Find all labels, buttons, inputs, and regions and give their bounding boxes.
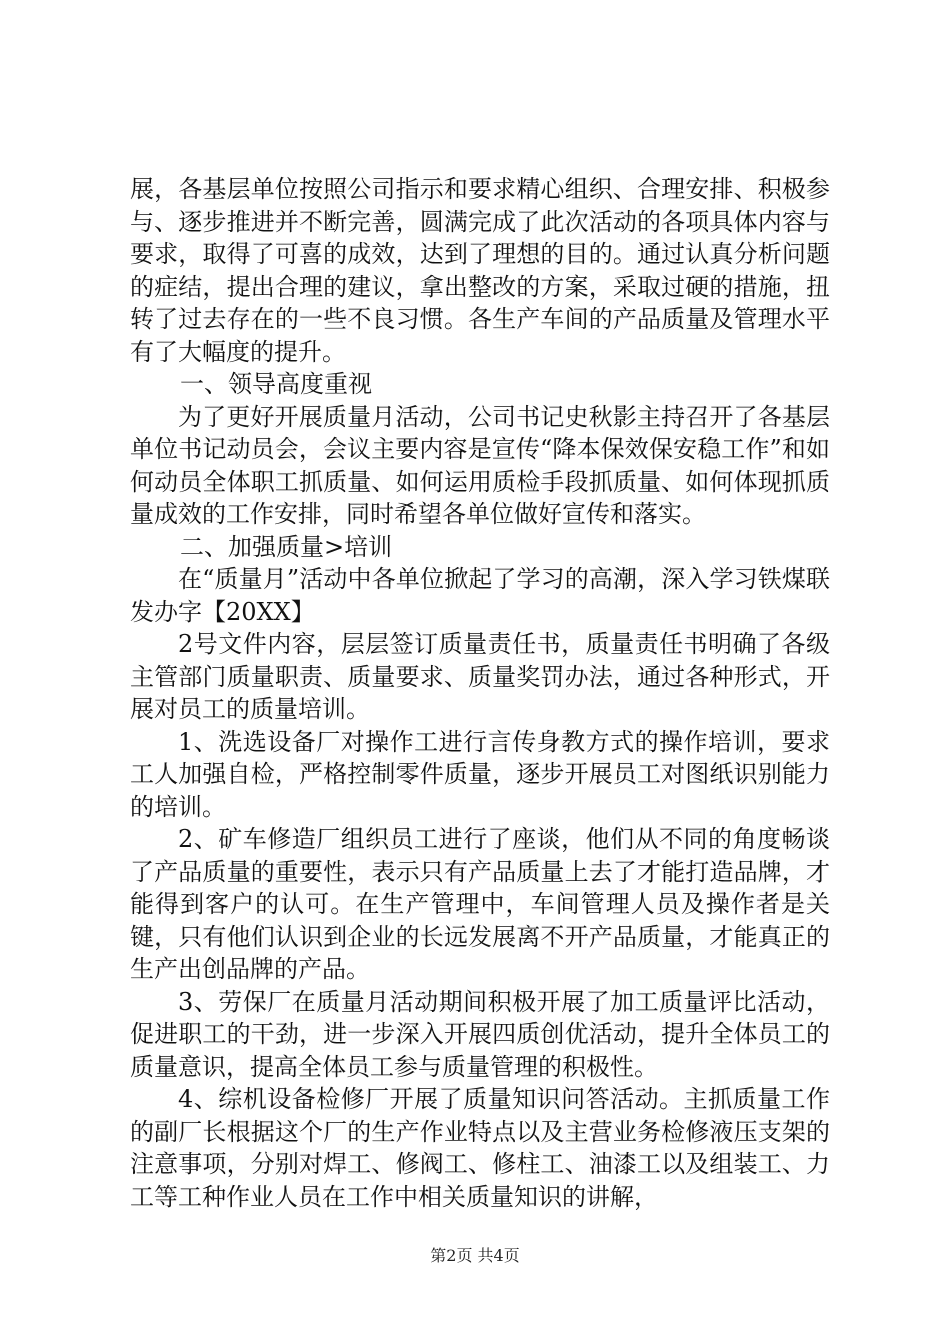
section-heading-leadership: 一、领导高度重视	[180, 370, 372, 398]
section-heading-training: 二、加强质量>培训	[180, 532, 393, 561]
paragraph-intro: 展，各基层单位按照公司指示和要求精心组织、合理安排、积极参与、逐步推进并不断完善，圆满完成了此次活动的各项具体内容与要求，取得了可喜的成效，达到了理想的目的。通过认真分析问题的症结，提出合理的建议，拿出整改的方案，采取过硬的措施，扭转了过去存在的一些不良习惯。各生产车间的产品质量及管理水平有了大幅度的提升。	[130, 175, 830, 366]
list-item-1: 1、洗选设备厂对操作工进行言传身教方式的操作培训，要求工人加强自检，严格控制零件质量，逐步开展员工对图纸识别能力的培训。	[130, 727, 830, 821]
paragraph-leadership: 为了更好开展质量月活动，公司书记史秋影主持召开了各基层单位书记动员会，会议主要内容是宣传“降本保效保安稳工作”和如何动员全体职工抓质量、如何运用质检手段抓质量、如何体现抓质量成效的工作安排，同时希望各单位做好宣传和落实。	[130, 402, 830, 528]
list-item-2: 2、矿车修造厂组织员工进行了座谈，他们从不同的角度畅谈了产品质量的重要性，表示只有产品质量上去了才能打造品牌，才能得到客户的认可。在生产管理中，车间管理人员及操作者是关键，只有他们认识到企业的长远发展离不开产品质量，才能真正的生产出创品牌的产品。	[130, 825, 830, 983]
page-number-label: 第2页 共4页	[430, 1246, 520, 1265]
document-body	[130, 173, 830, 1213]
list-item-4: 4、综机设备检修厂开展了质量知识问答活动。主抓质量工作的副厂长根据这个厂的生产作业特点以及主营业务检修液压支架的注意事项，分别对焊工、修阀工、修柱工、油漆工以及组装工、力工等工种作业人员在工作中相关质量知识的讲解，	[130, 1085, 830, 1211]
paragraph-training-doc: 2号文件内容，层层签订质量责任书，质量责任书明确了各级主管部门质量职责、质量要求、质量奖罚办法，通过各种形式，开展对员工的质量培训。	[130, 630, 830, 723]
list-item-3: 3、劳保厂在质量月活动期间积极开展了加工质量评比活动，促进职工的干劲，进一步深入开展四质创优活动，提升全体员工的质量意识，提高全体员工参与质量管理的积极性。	[130, 987, 830, 1081]
paragraph-training-intro: 在“质量月”活动中各单位掀起了学习的高潮，深入学习铁煤联发办字【20XX】	[130, 565, 830, 626]
page-footer	[0, 1243, 950, 1266]
